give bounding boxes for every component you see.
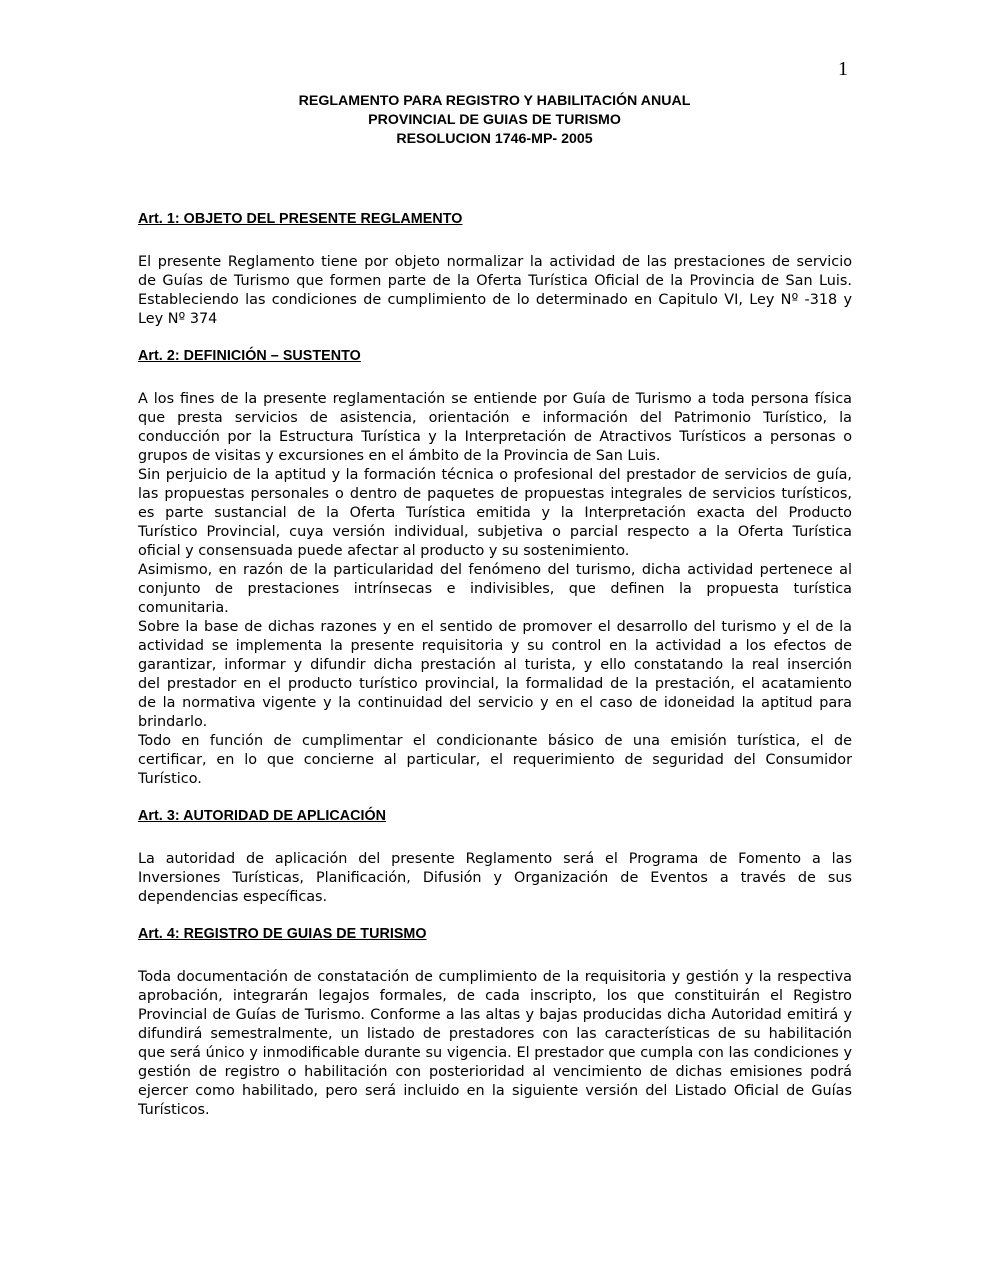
article-2-body: [138, 390, 852, 789]
article-3-line: La autoridad de aplicación del presente Reglamento será el Programa de Fomento a las: [138, 851, 852, 867]
article-2-line: brindarlo.: [138, 714, 208, 730]
document-title-line-2: PROVINCIAL DE GUIAS DE TURISMO: [368, 112, 621, 128]
article-4-line: difundirá semestralmente, un listado de prestadores con las características de su habilitación: [138, 1026, 852, 1042]
article-2-line: actividad se implementa la presente requisitoria y su control en la actividad a los efectos de: [138, 638, 852, 654]
article-2-line: garantizar, informar y difundir dicha prestación al turista, y ello constatando la real inserción: [138, 657, 852, 673]
article-1-line: El presente Reglamento tiene por objeto normalizar la actividad de las prestaciones de servicio: [138, 254, 852, 270]
document-title-line-1: REGLAMENTO PARA REGISTRO Y HABILITACIÓN ANUAL: [298, 93, 691, 109]
article-3-line: Inversiones Turísticas, Planificación, Difusión y Organización de Eventos a través de sus: [138, 870, 852, 886]
article-2-line: Turístico.: [138, 771, 202, 787]
article-2-line: del prestador en el producto turístico provincial, la formalidad de la prestación, el acatamiento: [138, 676, 852, 692]
article-1-line: Estableciendo las condiciones de cumplimiento de lo determinado en Capitulo VI, Ley Nº -318 y: [138, 292, 852, 308]
article-2-heading: Art. 2: DEFINICIÓN – SUSTENTO: [138, 348, 361, 364]
article-2-line: conducción por la Estructura Turística y la Interpretación de Atractivos Turísticos a personas o: [138, 429, 852, 445]
article-4-line: gestión de registro o habilitación con posterioridad al vencimiento de dichas emisiones podrá: [138, 1064, 852, 1080]
article-2-line: Todo en función de cumplimentar el condicionante básico de una emisión turística, el de: [138, 733, 852, 749]
article-2-line: Asimismo, en razón de la particularidad del fenómeno del turismo, dicha actividad pertenece al: [138, 562, 852, 578]
article-4-line: ejercer como habilitado, pero será incluido en la siguiente versión del Listado Oficial de Guías: [138, 1083, 852, 1099]
article-2-line: certificar, en lo que concierne al particular, el requerimiento de seguridad del Consumidor: [138, 752, 852, 768]
article-2-line: conjunto de prestaciones intrínsecas e indivisibles, que definen la propuesta turística: [138, 581, 852, 597]
article-4-line: Provincial de Guías de Turismo. Conforme a las altas y bajas producidas dicha Autoridad emitirá y: [138, 1007, 852, 1023]
article-2-line: Sin perjuicio de la aptitud y la formación técnica o profesional del prestador de servicios de guía,: [138, 467, 852, 483]
article-2-line: A los fines de la presente reglamentación se entiende por Guía de Turismo a toda persona física: [138, 391, 852, 407]
article-2-line: Sobre la base de dichas razones y en el sentido de promover el desarrollo del turismo y el de la: [138, 619, 852, 635]
article-3-body: [138, 850, 852, 907]
article-2-line: comunitaria.: [138, 600, 229, 616]
article-2-line: que presta servicios de asistencia, orientación e información del Patrimonio Turístico, la: [138, 410, 852, 426]
page-number: 1: [838, 58, 848, 80]
article-3-line: dependencias específicas.: [138, 889, 328, 905]
article-1-line: Ley Nº 374: [138, 311, 218, 327]
article-1-heading: Art. 1: OBJETO DEL PRESENTE REGLAMENTO: [138, 211, 463, 227]
article-4-line: Turísticos.: [138, 1102, 210, 1118]
article-3-heading: Art. 3: AUTORIDAD DE APLICACIÓN: [138, 808, 387, 824]
article-2-line: grupos de visitas y excursiones en el ámbito de la Provincia de San Luis.: [138, 448, 661, 464]
article-2-line: es parte sustancial de la Oferta Turística emitida y la Interpretación exacta del Producto: [138, 505, 852, 521]
article-4-line: aprobación, integrarán legajos formales, de cada inscripto, los que constituirán el Registro: [138, 988, 852, 1004]
article-1-body: [138, 253, 852, 329]
article-2-line: Turístico Provincial, cuya versión individual, subjetiva o parcial respecto a la Oferta Turística: [138, 524, 852, 540]
article-2-line: las propuestas personales o dentro de paquetes de propuestas integrales de servicios turísticos,: [138, 486, 852, 502]
document-body: [138, 210, 852, 1120]
article-4-line: Toda documentación de constatación de cumplimiento de la requisitoria y gestión y la respectiva: [138, 969, 852, 985]
article-2-line: oficial y consensuada puede afectar al producto y su sostenimiento.: [138, 543, 630, 559]
article-4-heading: Art. 4: REGISTRO DE GUIAS DE TURISMO: [138, 926, 427, 942]
article-4-body: [138, 968, 852, 1120]
article-1-line: de Guías de Turismo que formen parte de la Oferta Turística Oficial de la Provincia de San Luis.: [138, 273, 852, 289]
document-title-line-3: RESOLUCION 1746-MP- 2005: [396, 131, 593, 147]
article-2-line: de la normativa vigente y la continuidad del servicio y en el caso de idoneidad la aptitud para: [138, 695, 852, 711]
document-header: [0, 92, 989, 149]
article-4-line: que será único y inmodificable durante su vigencia. El prestador que cumpla con las condiciones y: [138, 1045, 852, 1061]
